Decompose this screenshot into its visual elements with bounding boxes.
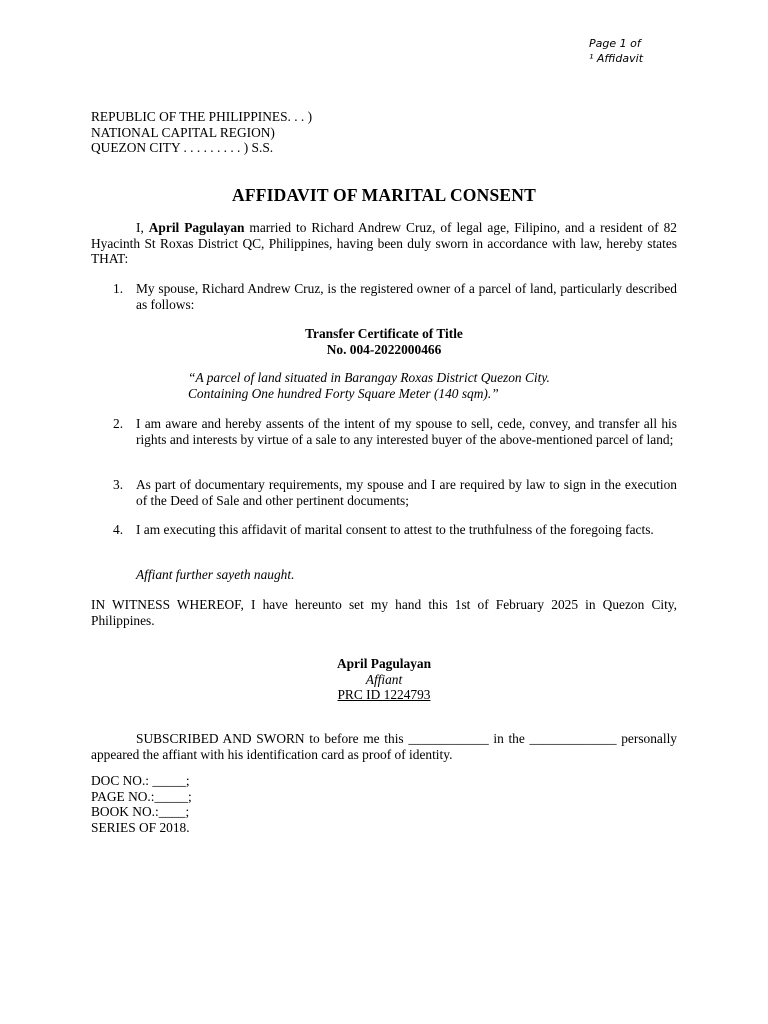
tct-number: No. 004-2022000466 bbox=[326, 341, 442, 357]
intro-paragraph bbox=[91, 220, 677, 267]
signature-block bbox=[91, 656, 677, 703]
list-item-text: I am aware and hereby assents of the intent of my spouse to sell, cede, convey, and transfer all his rights and interests by virtue of a sale to any interested buyer of the above-mentioned parcel of land; bbox=[136, 416, 677, 447]
list-item-number: 3. bbox=[113, 477, 124, 492]
series-year: SERIES OF 2018. bbox=[91, 819, 190, 835]
page-header-note bbox=[589, 36, 643, 66]
list-item-text: As part of documentary requirements, my spouse and I are required by law to sign in the execution of the Deed of Sale and other pertinent documents; bbox=[136, 477, 677, 508]
tct-block bbox=[91, 326, 677, 357]
quote-line-1: “A parcel of land situated in Barangay Roxas District Quezon City. bbox=[188, 370, 550, 385]
list-item-text: My spouse, Richard Andrew Cruz, is the registered owner of a parcel of land, particularly described as follows: bbox=[136, 281, 677, 312]
page-number-label: Page 1 of bbox=[589, 37, 641, 50]
tct-title: Transfer Certificate of Title bbox=[305, 326, 463, 341]
affiant-name-intro: April Pagulayan bbox=[148, 220, 245, 235]
list-item-2 bbox=[91, 416, 677, 447]
affiant-name-signature: April Pagulayan bbox=[336, 656, 432, 671]
affiant-closing-line: Affiant further sayeth naught. bbox=[136, 567, 295, 582]
witness-paragraph: IN WITNESS WHEREOF, I have hereunto set my hand this 1st of February 2025 in Quezon City, Philippines. bbox=[91, 597, 677, 628]
page-number: PAGE NO.:_____; bbox=[91, 788, 192, 804]
intro-prefix: I, bbox=[136, 220, 149, 235]
notarial-register-block bbox=[91, 773, 192, 835]
affiant-role: Affiant bbox=[365, 671, 403, 687]
subscribed-paragraph: SUBSCRIBED AND SWORN to before me this ____________ in the _____________ personally appeared the affiant with his identification card as proof of identity. bbox=[91, 731, 677, 762]
list-item-number: 2. bbox=[113, 416, 124, 431]
document-type-label: ¹ Affidavit bbox=[589, 52, 644, 65]
land-description-quote bbox=[188, 370, 628, 401]
doc-number: DOC NO.: _____; bbox=[91, 773, 190, 788]
document-title: AFFIDAVIT OF MARITAL CONSENT bbox=[232, 185, 536, 205]
venue-line-republic: REPUBLIC OF THE PHILIPPINES. . . ) bbox=[91, 109, 313, 124]
venue-line-city: QUEZON CITY . . . . . . . . . ) S.S. bbox=[91, 140, 274, 155]
list-item-3 bbox=[91, 477, 677, 508]
book-number: BOOK NO.:____; bbox=[91, 804, 190, 819]
affiant-id: PRC ID 1224793 bbox=[337, 687, 431, 702]
list-item-number: 1. bbox=[113, 281, 124, 296]
quote-line-2: Containing One hundred Forty Square Meter (140 sqm).” bbox=[188, 385, 499, 401]
intro-rest: married to Richard Andrew Cruz, of legal age, Filipino, and a resident of 82 Hyacinth St Roxas District QC, Philippines, having been duly sworn in accordance with law, hereby states THAT: bbox=[91, 220, 677, 266]
list-item-1 bbox=[91, 281, 677, 312]
list-item-text: I am executing this affidavit of marital consent to attest to the truthfulness of the foregoing facts. bbox=[136, 522, 654, 537]
venue-block bbox=[91, 109, 312, 156]
list-item-number: 4. bbox=[113, 522, 124, 537]
venue-line-region: NATIONAL CAPITAL REGION) bbox=[91, 124, 275, 140]
list-item-4 bbox=[91, 522, 677, 538]
